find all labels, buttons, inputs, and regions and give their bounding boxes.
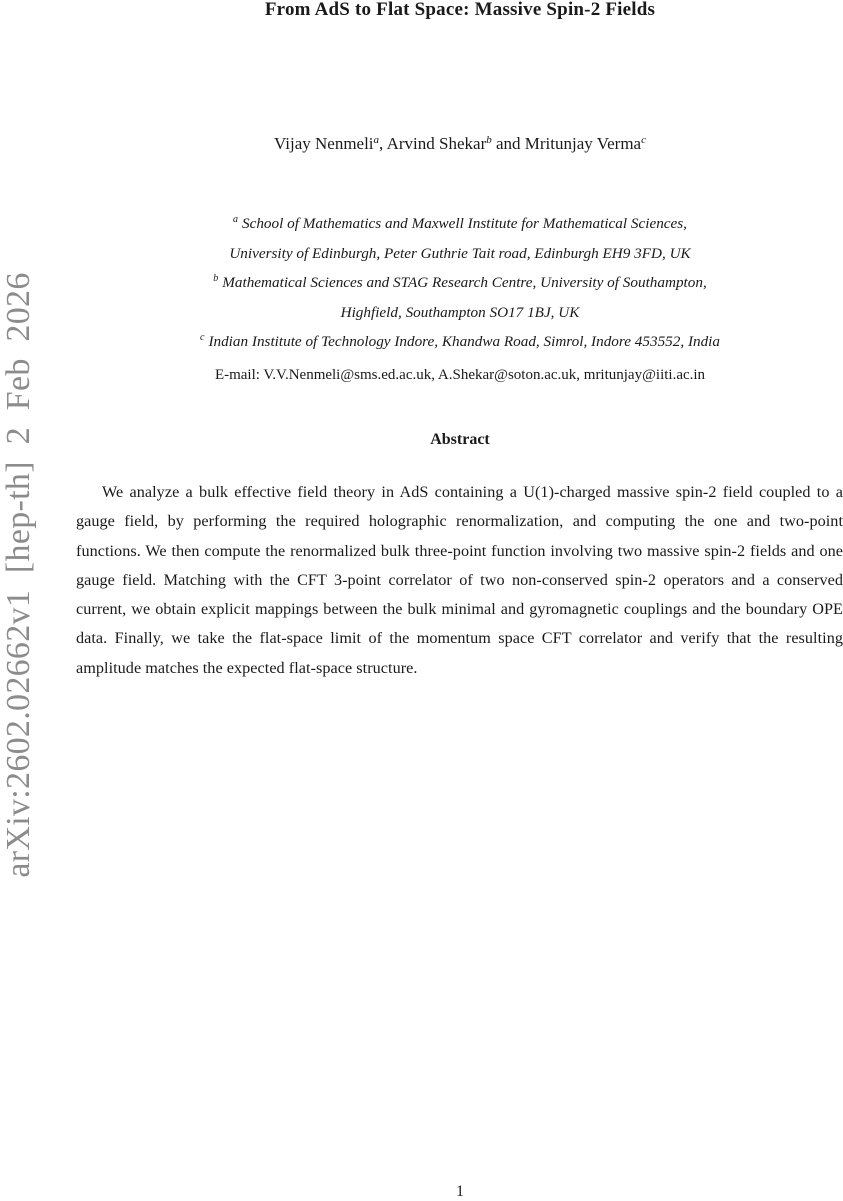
affiliation-text: School of Mathematics and Maxwell Institute for Mathematical Sciences,: [242, 215, 687, 232]
affiliation-text: Mathematical Sciences and STAG Research Centre, University of Southampton,: [222, 274, 707, 292]
affiliation-a-line2: University of Edinburgh, Peter Guthrie Tait road, Edinburgh EH9 3FD, UK: [229, 244, 691, 262]
affiliation-mark: a: [373, 134, 380, 146]
affiliation-a-line1: [0, 209, 843, 239]
affiliation-mark: b: [486, 134, 492, 146]
author-separator: and: [491, 134, 525, 153]
author-name: Mritunjay Verma: [524, 134, 642, 153]
arxiv-identifier: arXiv:2602.02662v1 [hep-th] 2 Feb 2026: [0, 272, 37, 878]
author-list: [0, 133, 843, 155]
author-separator: ,: [379, 134, 387, 153]
page-number: 1: [456, 1183, 464, 1200]
affiliation-b-line1: [0, 268, 843, 298]
affiliation-mark: a: [233, 214, 238, 225]
affiliation-text: Indian Institute of Technology Indore, Khandwa Road, Simrol, Indore 453552, India: [208, 333, 720, 351]
abstract-body: We analyze a bulk effective field theory in AdS containing a U(1)-charged massive spin-2 field coupled to a gauge field, by performing the required holographic renormalization, and computing the one and two-point functions. We then compute the renormalized bulk three-point function involving two massive spin-2 fields and one gauge field. Matching with the CFT 3-point correlator of two non-conserved spin-2 operators and a conserved current, we obtain explicit mappings between the bulk minimal and gyromagnetic couplings and the boundary OPE data. Finally, we take the flat-space limit of the momentum space CFT correlator and verify that the resulting amplitude matches the expected flat-space structure.: [76, 483, 843, 677]
arxiv-stamp: [0, 272, 38, 878]
author-name: Vijay Nenmeli: [274, 134, 374, 153]
affiliation-b-line2: Highfield, Southampton SO17 1BJ, UK: [340, 303, 580, 321]
author-name: Arvind Shekar: [386, 134, 487, 153]
affiliation-c-line1: [0, 327, 843, 357]
affiliation-list: [0, 209, 843, 357]
email-line: E-mail: V.V.Nenmeli@sms.ed.ac.uk, A.Shekar@soton.ac.uk, mritunjay@iiti.ac.in: [214, 367, 706, 383]
abstract-heading: Abstract: [430, 431, 490, 448]
affiliation-mark: c: [641, 134, 646, 146]
paper-title: From AdS to Flat Space: Massive Spin-2 Fields: [264, 0, 656, 20]
affiliation-mark: b: [213, 273, 219, 285]
affiliation-mark: c: [199, 332, 205, 344]
